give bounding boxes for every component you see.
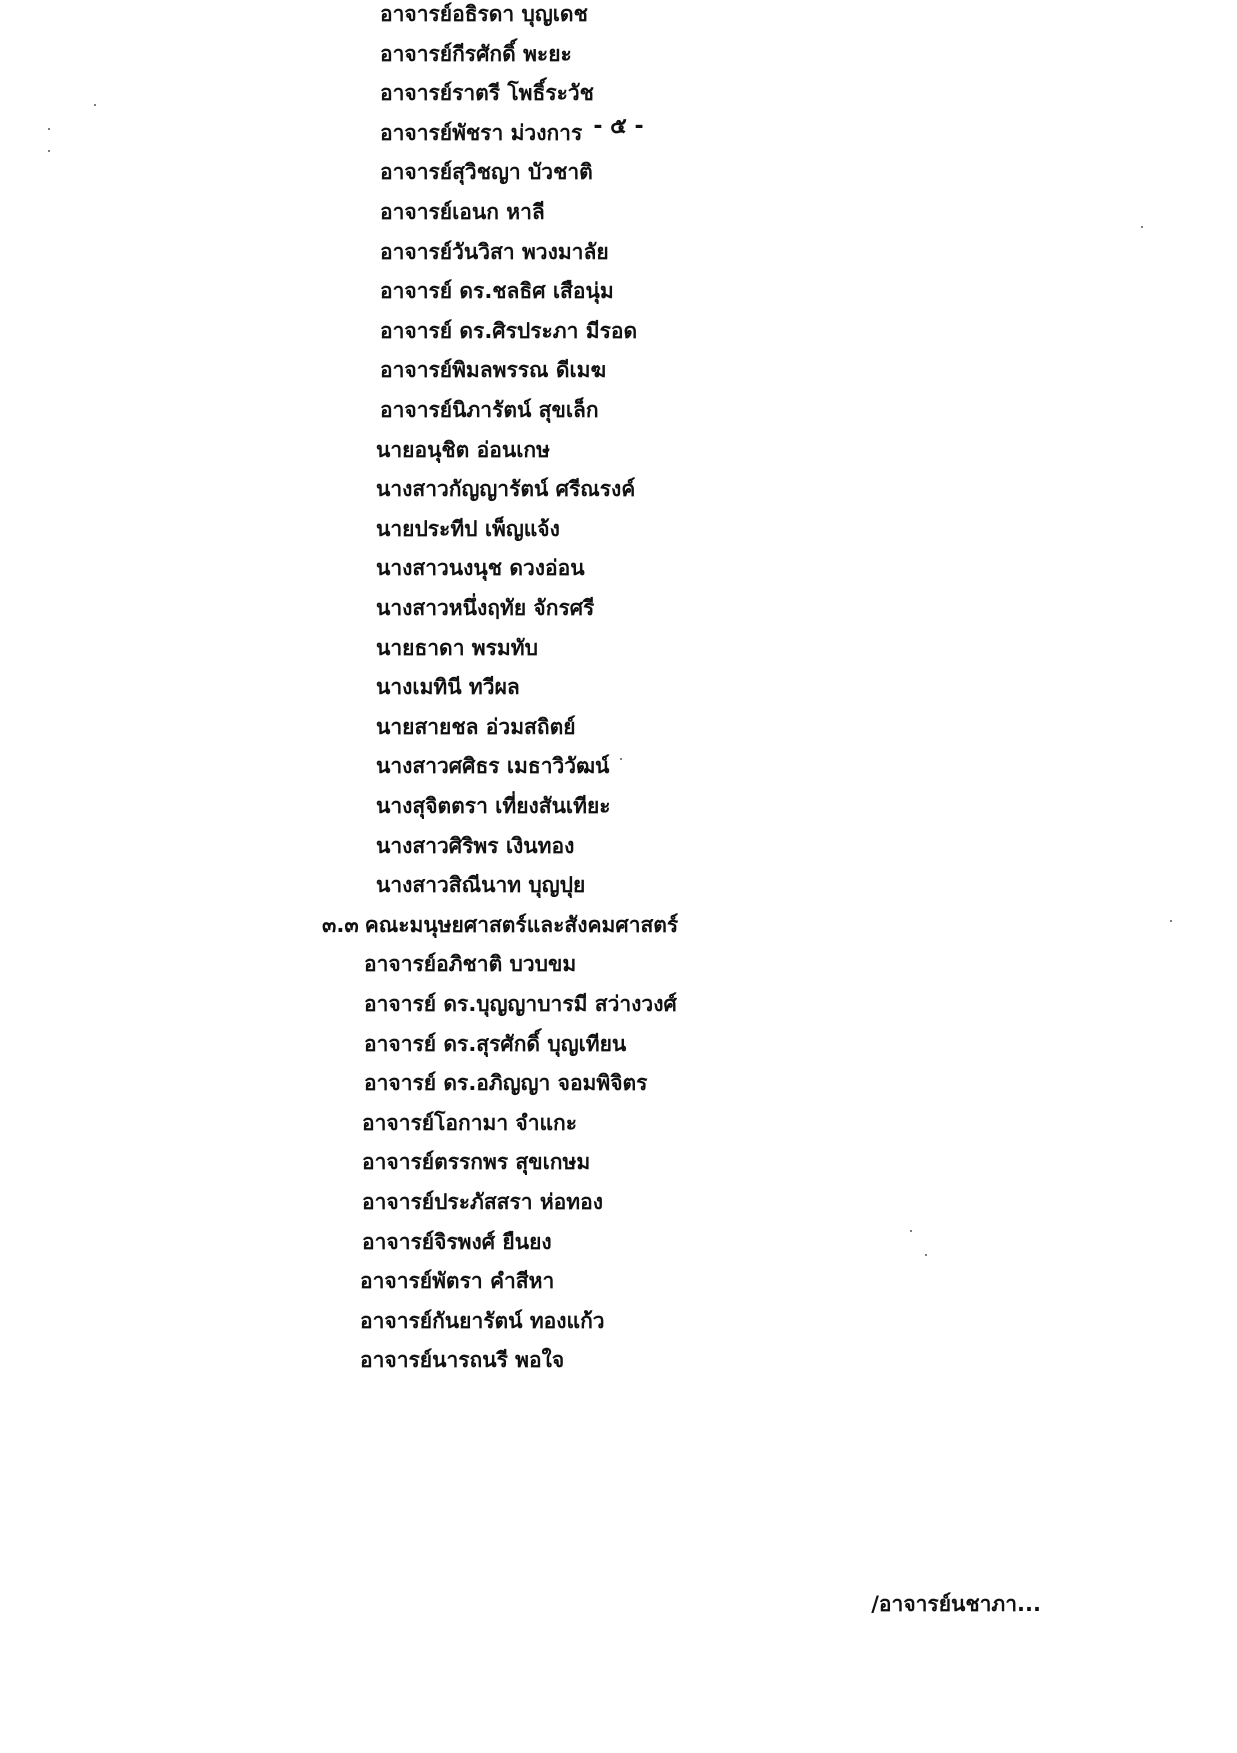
- scan-speck: [925, 1254, 927, 1256]
- list-item: อาจารย์อธิรดา บุญเดช: [380, 2, 588, 26]
- list-item: อาจารย์นารถนรี พอใจ: [360, 1348, 565, 1373]
- list-item: อาจารย์โอกามา จำแกะ: [362, 1110, 578, 1135]
- list-item: นางเมทินี ทวีผล: [376, 675, 520, 700]
- list-item: อาจารย์ ดร.ศิรประภา มีรอด: [380, 318, 638, 343]
- list-item: อาจารย์ ดร.สุรศักดิ์ บุญเทียน: [364, 1031, 627, 1056]
- continuation-text: /อาจารย์นชาภา...: [871, 1592, 1041, 1616]
- list-item: อาจารย์ประภัสสรา ห่อทอง: [362, 1190, 603, 1214]
- scan-speck: [1170, 920, 1172, 922]
- scan-speck: [1141, 226, 1143, 228]
- list-item: อาจารย์พิมลพรรณ ดีเมฆ: [380, 358, 607, 383]
- list-item: อาจารย์ตรรกพร สุขเกษม: [362, 1150, 591, 1175]
- list-item: นางสุจิตตรา เที่ยงสันเทียะ: [376, 794, 611, 818]
- section-heading: [322, 911, 678, 939]
- list-item: อาจารย์พัชรา ม่วงการ: [380, 120, 583, 145]
- list-item: นางสาวศศิธร เมธาวิวัฒน์: [376, 754, 610, 779]
- list-item: อาจารย์พัตรา คำสีหา: [360, 1269, 555, 1294]
- list-item: นางสาวกัญญารัตน์ ศรีณรงค์: [376, 477, 636, 502]
- list-item: อาจารย์อภิชาติ บวบขม: [364, 952, 577, 977]
- list-item: นายอนุชิต อ่อนเกษ: [376, 437, 550, 462]
- list-item: อาจารย์วันวิสา พวงมาลัย: [380, 239, 609, 264]
- list-item: อาจารย์จิรพงศ์ ยืนยง: [362, 1229, 552, 1254]
- scan-speck: [910, 1230, 912, 1232]
- list-item: อาจารย์สุวิชญา บัวชาติ: [380, 160, 593, 185]
- list-item: อาจารย์เอนก หาลี: [380, 200, 545, 224]
- list-item: อาจารย์นิภารัตน์ สุขเล็ก: [380, 398, 599, 422]
- list-item: อาจารย์กันยารัตน์ ทองแก้ว: [360, 1308, 605, 1333]
- list-item: นางสาวศิริพร เงินทอง: [376, 833, 575, 858]
- list-item: นางสาวนงนุช ดวงอ่อน: [376, 556, 585, 581]
- list-item: นางสาวสิณีนาท บุญปุย: [376, 873, 586, 898]
- section-title: คณะมนุษยศาสตร์และสังคมศาสตร์: [364, 912, 679, 937]
- list-item: อาจารย์ ดร.อภิญญา จอมพิจิตร: [364, 1071, 648, 1096]
- scan-speck: [48, 128, 50, 130]
- scan-speck: [94, 104, 96, 106]
- scan-speck: [48, 150, 50, 152]
- page-number: - ๕ -: [593, 114, 644, 139]
- list-item: อาจารย์กีรศักดิ์ พะยะ: [380, 41, 572, 66]
- list-item: นายธาดา พรมทับ: [376, 635, 538, 660]
- list-item: อาจารย์ราตรี โพธิ์ระวัช: [380, 81, 594, 106]
- list-item: อาจารย์ ดร.ชลธิศ เสือนุ่ม: [380, 279, 614, 304]
- scan-speck: [620, 758, 622, 760]
- list-item: อาจารย์ ดร.บุญญาบารมี สว่างวงศ์: [364, 992, 677, 1016]
- list-item: นายสายชล อ่วมสถิตย์: [376, 714, 576, 739]
- list-item: นางสาวหนึ่งฤทัย จักรศรี: [376, 596, 595, 620]
- list-item: นายประทีป เพ็ญแจ้ง: [376, 516, 560, 541]
- section-number: ๓.๓: [322, 912, 359, 937]
